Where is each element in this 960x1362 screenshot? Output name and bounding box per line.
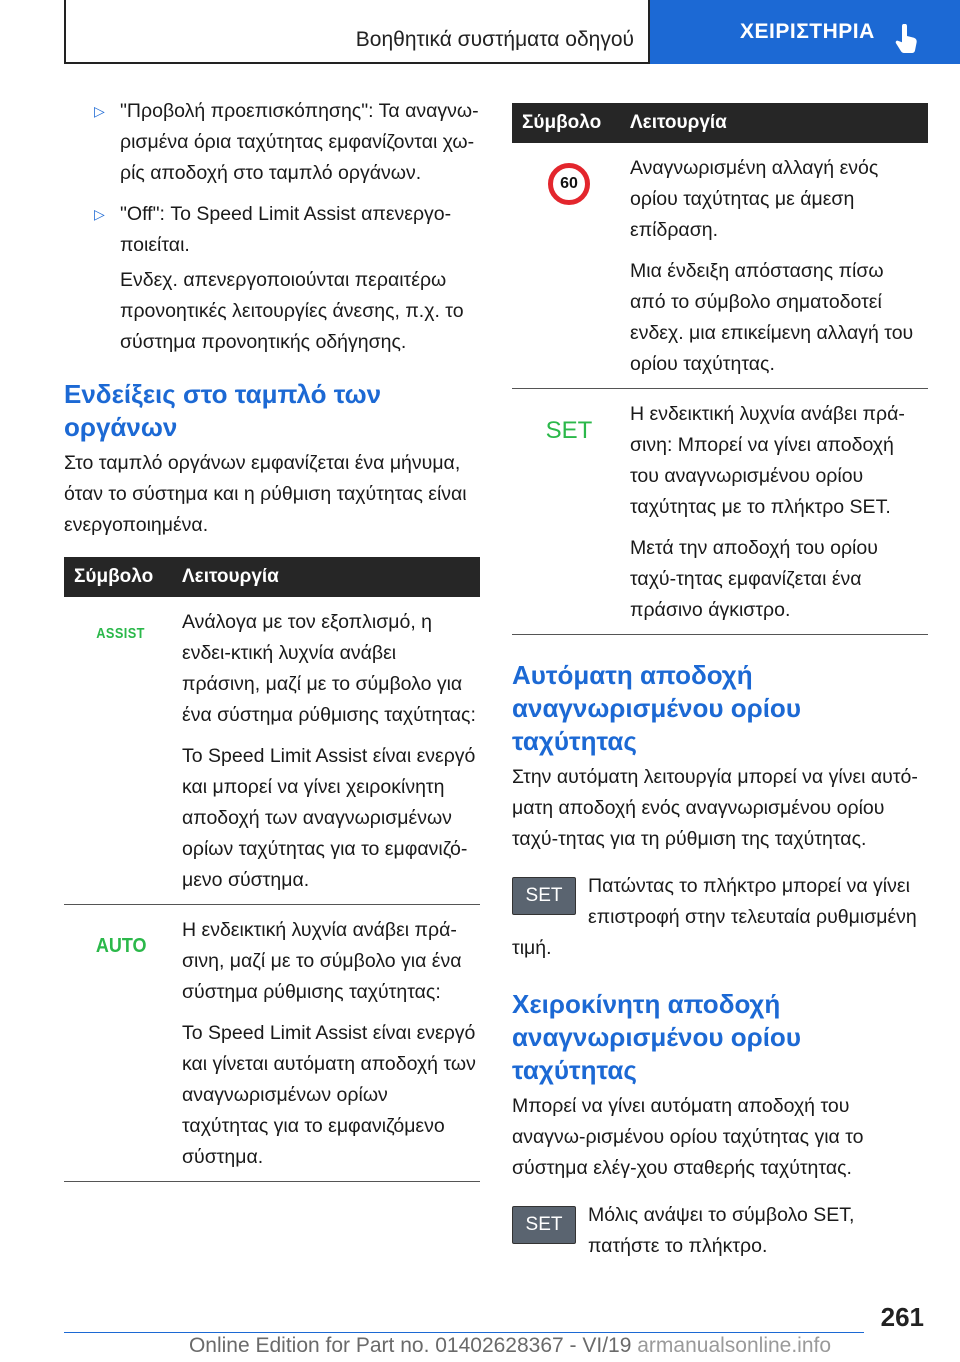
paragraph: Μπορεί να γίνει αυτόματη αποδοχή του αναγνω-ρισμένου ορίου ταχύτητας για το σύστημα ελέγ-χου σταθερής ταχύτητας. [512, 1095, 864, 1179]
column-header-symbol: Σύμβολο [512, 103, 620, 143]
indicator-table [64, 557, 480, 1182]
function-cell [172, 905, 480, 1182]
bullet-text: "Off": Το Speed Limit Assist απενεργο-ποιείται. [120, 203, 452, 256]
set-indicator-icon: SET [545, 417, 593, 444]
list-item [64, 96, 480, 189]
function-text: Το Speed Limit Assist είναι ενεργό και γίνεται αυτόματη αποδοχή των αναγνωρισμένων ορίων ταχύτητας για το εμφανιζόμενο σύστημα. [182, 1022, 476, 1168]
indicator-table [512, 103, 928, 635]
table-row [64, 905, 480, 1182]
intro-paragraph: Στο ταμπλό οργάνων εμφανίζεται ένα μήνυμα, όταν το σύστημα και η ρύθμιση ταχύτητας είναι ενεργοποιημένα. [64, 452, 467, 536]
button-note [512, 871, 928, 964]
symbol-cell [64, 905, 172, 1182]
speed-limit-sign-icon: 60 [548, 163, 590, 205]
footer [0, 1334, 960, 1358]
function-cell [620, 143, 928, 389]
watermark-text: armanualsonline.info [637, 1334, 832, 1357]
function-cell [620, 389, 928, 635]
hand-pointer-icon [894, 24, 920, 60]
symbol-cell [512, 389, 620, 635]
page-number: 261 [880, 1302, 924, 1332]
button-note [512, 1200, 928, 1262]
button-note-text: Πατώντας το πλήκτρο μπορεί να γίνει επιστροφή στην τελευταία ρυθμισμένη τιμή. [512, 875, 917, 959]
bullet-text: "Προβολή προεπισκόπησης": Τα αναγνω-ρισμένα όρια ταχύτητας εμφανίζονται χω-ρίς αποδοχή στο ταμπλό οργάνων. [120, 100, 479, 184]
page-header [0, 0, 960, 66]
set-button-icon: SET [512, 1206, 576, 1244]
table-row [512, 389, 928, 635]
tab-controls[interactable] [650, 0, 960, 64]
right-column [512, 103, 928, 1286]
list-item [64, 199, 480, 261]
tab-controls-label: ΧΕΙΡΙΣΤΗΡΙΑ [740, 20, 875, 43]
function-text: Μια ένδειξη απόστασης πίσω από το σύμβολο σηματοδοτεί ενδεχ. μια επικείμενη αλλαγή του ορίου ταχύτητας. [630, 260, 914, 375]
function-text: Ανάλογα με τον εξοπλισμό, η ενδει-κτική λυχνία ανάβει πράσινη, μαζί με το σύμβολο για ένα σύστημα ρύθμισης ταχύτητας: [182, 611, 476, 726]
set-button-icon: SET [512, 877, 576, 915]
header-section-box [64, 0, 650, 64]
function-cell [172, 597, 480, 905]
bullet-note: Ενδεχ. απενεργοποιούνται περαιτέρω προνοητικές λειτουργίες άνεσης, π.χ. το σύστημα προνοητικής οδήγησης. [120, 269, 464, 353]
paragraph: Στην αυτόματη λειτουργία μπορεί να γίνει αυτό-ματη αποδοχή ενός αναγνωρισμένου ορίου ταχύ-τητας για τη ρύθμιση της ταχύτητας. [512, 766, 918, 850]
edition-text: Online Edition for Part no. 01402628367 - VI/19 [188, 1334, 632, 1357]
column-header-function: Λειτουργία [620, 103, 928, 143]
table-row [64, 597, 480, 905]
section-heading: Ενδείξεις στο ταμπλό των οργάνων [64, 379, 382, 442]
function-text: Η ενδεικτική λυχνία ανάβει πρά-σινη, μαζί με το σύμβολο για ένα σύστημα ρύθμισης ταχύτητας: [182, 919, 462, 1003]
footer-divider [64, 1332, 864, 1333]
symbol-cell [64, 597, 172, 905]
function-text: Μετά την αποδοχή του ορίου ταχύ-τητας εμφανίζεται ένα πράσινο άγκιστρο. [630, 537, 878, 621]
symbol-cell [512, 143, 620, 389]
button-note-text: Μόλις ανάψει το σύμβολο SET, πατήστε το πλήκτρο. [588, 1204, 855, 1257]
column-header-function: Λειτουργία [172, 557, 480, 597]
left-column [64, 96, 480, 1182]
assist-indicator-icon: ASSIST [96, 625, 146, 642]
function-text: Η ενδεικτική λυχνία ανάβει πρά-σινη: Μπορεί να γίνει αποδοχή του αναγνωρισμένου ορίου ταχύτητας με το πλήκτρο SET. [630, 403, 905, 518]
table-row [512, 143, 928, 389]
section-heading: Αυτόματη αποδοχή αναγνωρισμένου ορίου ταχύτητας [512, 660, 801, 756]
function-text: Το Speed Limit Assist είναι ενεργό και μπορεί να γίνει χειροκίνητη αποδοχή των αναγνωρισμένων ορίων ταχύτητας για το εμφανιζό-μενο σύστημα. [182, 745, 476, 891]
triangle-bullet-icon: ▷ [94, 206, 105, 222]
column-header-symbol: Σύμβολο [64, 557, 172, 597]
triangle-bullet-icon: ▷ [94, 103, 105, 119]
section-heading: Χειροκίνητη αποδοχή αναγνωρισμένου ορίου ταχύτητας [512, 989, 801, 1085]
section-title: Βοηθητικά συστήματα οδηγού [355, 28, 634, 51]
function-text: Αναγνωρισμένη αλλαγή ενός ορίου ταχύτητας με άμεση επίδραση. [630, 157, 879, 241]
auto-indicator-icon: AUTO [95, 935, 147, 957]
